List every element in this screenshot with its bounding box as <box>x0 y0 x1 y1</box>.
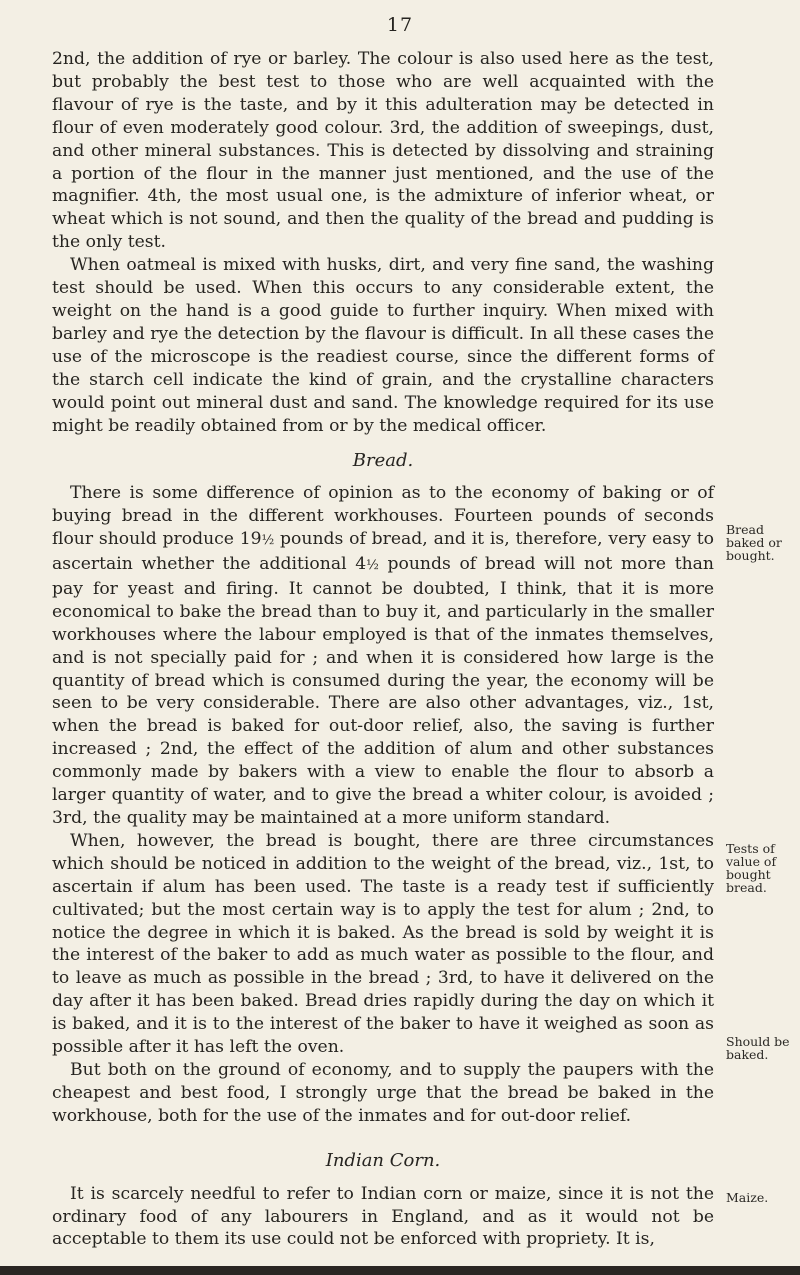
body-text <box>52 48 714 1251</box>
marginal-note-maize: Maize. <box>726 1190 769 1205</box>
paragraph-indian-corn-1: It is scarcely needful to refer to Indian corn or maize, since it is not the ordinary food of any labourers in England, and as it would not be acceptable to them its use could not be enforced with propriety. It is, <box>52 1183 714 1250</box>
paragraph-bread-1 <box>52 482 714 830</box>
paragraph-intro-2: When oatmeal is mixed with husks, dirt, and very fine sand, the washing test should be used. When this occurs to any considerable extent, the weight on the hand is a good guide to further inquiry. When mixed with barley and rye the detection by the flavour is difficult. In all these cases the use of the microscope is the readiest course, since the different forms of the starch cell indicate the kind of grain, and the crystalline characters would point out mineral dust and sand. The knowledge required for its use might be readily obtained from or by the medical officer. <box>52 255 714 436</box>
marginal-note-should-be-baked: Should be baked. <box>726 1034 790 1062</box>
bread-p1-part-a: There is some difference of opinion as to the economy of baking or of buying bread in the different workhouses. Fourteen pounds of seconds flour should produce 19 <box>52 483 714 550</box>
section-heading-indian-corn: Indian Corn. <box>325 1149 441 1171</box>
page-number: 17 <box>386 14 414 36</box>
paragraph-bread-2: When, however, the bread is bought, there are three circumstances which should be noticed in addition to the weight of the bread, viz., 1st, to ascertain if alum has been used. The taste is a ready test if sufficiently cultivated; but the most certain way is to apply the test for alum ; 2nd, to notice the degree in which it is baked. As the bread is sold by weight it is the interest of the baker to add as much water as possible to the flour, and to leave as much as possible in the bread ; 3rd, to have it delivered on the day after it has been baked. Bread dries rapidly during the day on which it is baked, and it is to the interest of the baker to have it weighed as soon as possible after it has left the oven. <box>52 830 714 1058</box>
section-heading-bread: Bread. <box>352 450 414 472</box>
fraction-half-2: ½ <box>366 558 379 574</box>
paragraph-intro-1: 2nd, the addition of rye or barley. The colour is also used here as the test, but probably the best test to those who are well acquainted with the flavour of rye is the taste, and by it this adulteration may be detected in flour of even moderately good colour. 3rd, the addition of sweepings, dust, and other mineral substances. This is detected by dissolving and straining a portion of the flour in the manner just mentioned, and the use of the magnifier. 4th, the most usual one, is the admixture of inferior wheat, or wheat which is not sound, and then the quality of the bread and pudding is the only test. <box>52 49 714 253</box>
fraction-half-1: ½ <box>261 533 275 549</box>
marginal-note-bread-baked: Bread baked or bought. <box>726 522 782 563</box>
bottom-edge-rule <box>0 1266 800 1275</box>
bread-p1-part-b: pounds of bread, and it is, therefore, very easy to ascertain whether the additional 4 <box>52 529 714 575</box>
marginal-note-tests-bought: Tests of value of bought bread. <box>726 841 777 895</box>
paragraph-bread-3: But both on the ground of economy, and to supply the paupers with the cheapest and best food, I strongly urge that the bread be baked in the workhouse, both for the use of the inmates and for out-door relief. <box>52 1059 714 1126</box>
bread-p1-part-c: pounds of bread will not more than pay for yeast and firing. It cannot be doubted, I think, that it is more economical to bake the bread than to buy it, and particularly in the smaller workhouses where the labour employed is that of the inmates themselves, and is not specially paid for ; and when it is considered how large is the quantity of bread which is consumed during the year, the economy will be seen to be very considerable. There are also other advantages, viz., 1st, when the bread is baked for out-door relief, also, the saving is further increased ; 2nd, the effect of the addition of alum and other substances commonly made by bakers with a view to enable the flour to absorb a larger quantity of water, and to give the bread a whiter colour, is avoided ; 3rd, the quality may be maintained at a more uniform standard. <box>52 554 714 828</box>
